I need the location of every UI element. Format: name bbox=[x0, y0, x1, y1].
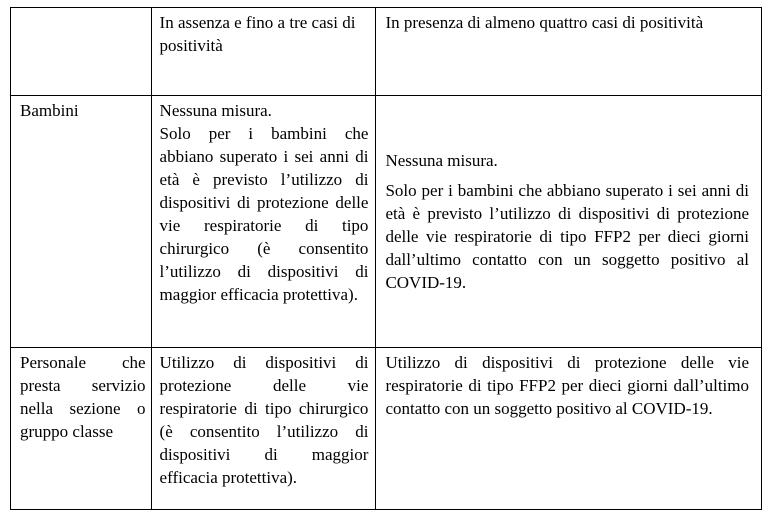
header-at-least-four-cases bbox=[376, 8, 762, 96]
row-label-personale bbox=[11, 348, 152, 510]
row-label-personale-text: Personale che presta servizio nella sezione o gruppo classe bbox=[20, 353, 146, 441]
row-label-bambini bbox=[11, 96, 152, 348]
personale-up-to-three-body: Utilizzo di dispositivi di protezione delle vie respiratorie di tipo chirurgico (è consentito l’utilizzo di dispositivi di maggior efficacia protettiva). bbox=[159, 353, 369, 487]
bambini-four-plus-first-line: Nessuna misura. bbox=[385, 151, 498, 170]
personale-four-plus-body: Utilizzo di dispositivi di protezione delle vie respiratorie di tipo FFP2 per dieci giorni dall’ultimo contatto con un soggetto positivo al COVID-19. bbox=[385, 353, 749, 418]
table-row-personale bbox=[11, 348, 762, 510]
bambini-up-to-three-body: Solo per i bambini che abbiano superato i sei anni di età è previsto l’utilizzo di dispositivi di protezione delle vie respiratorie di tipo chirurgico (è consentito l’utilizzo di dispositivi di maggior efficacia protettiva). bbox=[159, 124, 369, 304]
bambini-up-to-three-cell bbox=[151, 96, 376, 348]
bambini-four-plus-body: Solo per i bambini che abbiano superato i sei anni di età è previsto l’utilizzo di dispositivi di protezione delle vie respiratorie di tipo FFP2 per dieci giorni dall’ultimo contatto con un soggetto positivo al COVID-19. bbox=[385, 181, 749, 292]
personale-four-plus-cell bbox=[376, 348, 762, 510]
bambini-up-to-three-first-line: Nessuna misura. bbox=[159, 101, 272, 120]
table-header-row bbox=[11, 8, 762, 96]
header-empty-cell bbox=[11, 8, 152, 96]
row-label-bambini-text: Bambini bbox=[20, 101, 79, 120]
header-up-to-three-cases bbox=[151, 8, 376, 96]
header-at-least-four-cases-text: In presenza di almeno quattro casi di positività bbox=[385, 13, 704, 32]
personale-up-to-three-cell bbox=[151, 348, 376, 510]
table-row-bambini bbox=[11, 96, 762, 348]
header-up-to-three-cases-text: In assenza e fino a tre casi di positività bbox=[159, 13, 356, 55]
measures-table bbox=[10, 7, 762, 510]
bambini-four-plus-cell bbox=[376, 96, 762, 348]
